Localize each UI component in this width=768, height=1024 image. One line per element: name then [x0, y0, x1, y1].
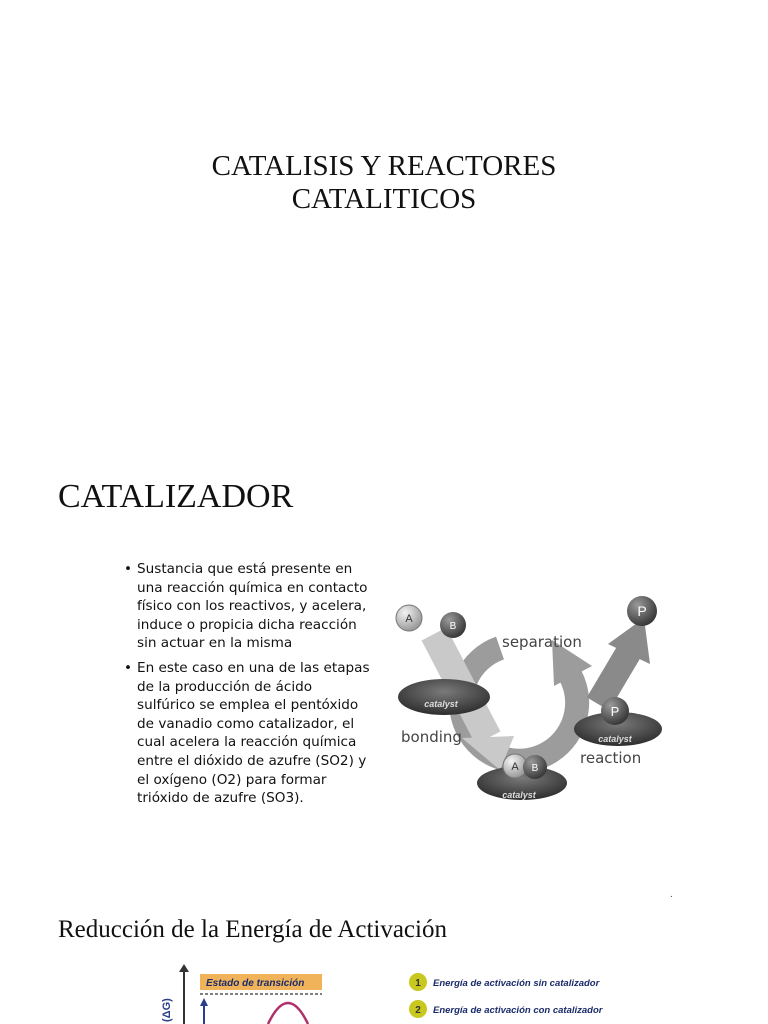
- energy-curve: [268, 1003, 308, 1024]
- section-heading-catalizador: CATALIZADOR: [58, 478, 294, 515]
- label-catalyst-left: catalyst: [424, 699, 458, 709]
- label-bound-a: A: [511, 761, 519, 773]
- bullet-text: En este caso en una de las etapas de la producción de ácido sulfúrico se emplea el pentóxido de vanadio como catalizador, el cual acelera la reacción química entre el dióxido de azufre (SO2) y el oxígeno (O2) para formar trióxido de azufre (SO3).: [137, 659, 370, 807]
- bullet-text: Sustancia que está presente en una reacción química en contacto físico con los reactivos, y acelera, induce o propicia dicha reacción sin actuar en la misma: [137, 561, 368, 652]
- label-reaction: reaction: [580, 749, 642, 767]
- section-heading-energia: Reducción de la Energía de Activación: [58, 916, 447, 943]
- catalytic-cycle-diagram: [392, 588, 670, 803]
- label-bound-b: B: [531, 763, 539, 774]
- bullet-dot: •: [124, 659, 133, 676]
- label-bonding: bonding: [401, 728, 462, 746]
- label-bound-p: P: [610, 704, 620, 719]
- energy-arrowhead: [200, 998, 208, 1006]
- label-b: B: [449, 621, 457, 632]
- bullet-dot: •: [124, 561, 133, 577]
- legend-num-2: 2: [415, 1005, 421, 1016]
- y-axis-arrowhead: [179, 964, 189, 972]
- legend-text-1: Energía de activación sin catalizador: [433, 978, 600, 989]
- axis-label-deltag: (ΔG): [161, 998, 173, 1022]
- legend-text-2: Energía de activación con catalizador: [433, 1005, 603, 1016]
- stray-dot: .: [670, 889, 673, 900]
- activation-energy-figure: [150, 962, 620, 1024]
- slide-title-line-2: CATALITICOS: [291, 183, 477, 215]
- label-catalyst-right: catalyst: [598, 734, 632, 744]
- bullet-item: [124, 659, 374, 808]
- label-a: A: [405, 613, 413, 625]
- label-catalyst-bottom: catalyst: [502, 790, 536, 800]
- legend-num-1: 1: [415, 978, 421, 989]
- label-product-p: P: [637, 603, 647, 619]
- label-separation: separation: [502, 633, 582, 651]
- slide-title: [0, 150, 768, 216]
- slide-title-line-1: CATALISIS Y REACTORES: [211, 150, 557, 182]
- catalyst-left: [398, 679, 490, 715]
- bullet-list: [124, 560, 374, 814]
- transition-state-label: Estado de transición: [206, 978, 305, 989]
- bullet-item: [124, 560, 374, 653]
